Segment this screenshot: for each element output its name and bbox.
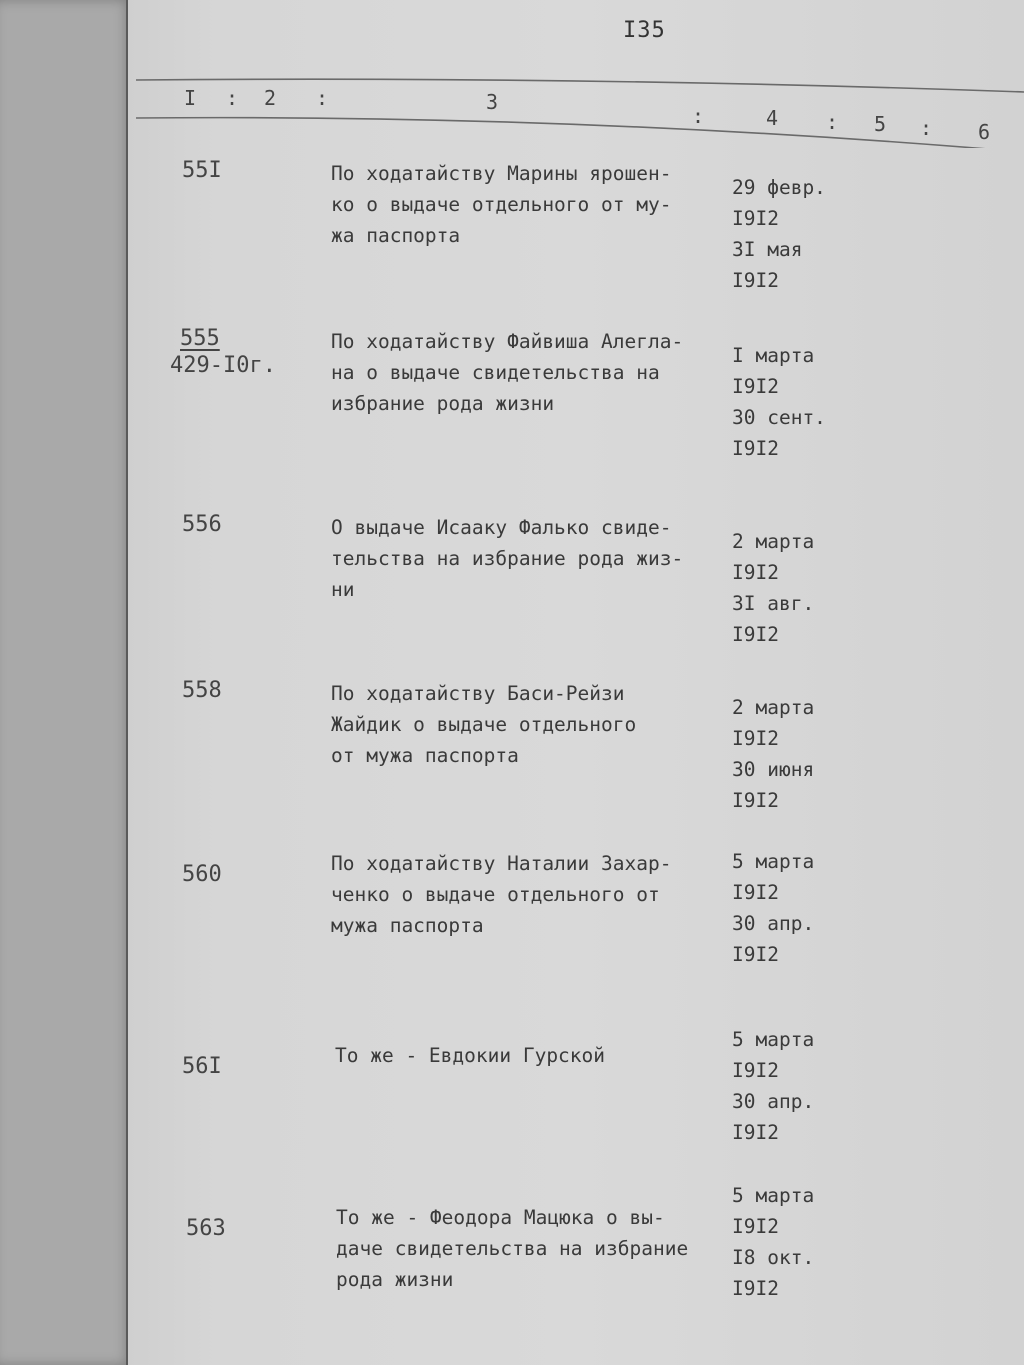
entry-description: По ходатайству Марины ярошен- ко о выдаче отдельного от му- жа паспорта bbox=[331, 162, 672, 247]
header-sep-4: : bbox=[826, 110, 839, 134]
entry-number: 558 bbox=[182, 678, 222, 703]
header-col-5: 5 bbox=[874, 112, 887, 136]
entry-number: 563 bbox=[186, 1216, 226, 1241]
entry-number: 560 bbox=[182, 862, 222, 887]
entry-dates: 5 марта I9I2 30 апр. I9I2 bbox=[732, 1028, 815, 1144]
header-col-4: 4 bbox=[766, 106, 779, 130]
entry-description: По ходатайству Файвиша Алегла- на о выдаче свидетельства на избрание рода жизни bbox=[331, 330, 684, 415]
header-col-1: I bbox=[184, 86, 197, 110]
header-col-6: 6 bbox=[978, 120, 991, 144]
header-sep-5: : bbox=[920, 116, 933, 140]
entry-dates: I марта I9I2 30 сент. I9I2 bbox=[732, 344, 826, 460]
entry-dates: 2 марта I9I2 30 июня I9I2 bbox=[732, 696, 815, 812]
column-header bbox=[136, 78, 1024, 144]
entry-description: По ходатайству Баси-Рейзи Жайдик о выдаче отдельного от мужа паспорта bbox=[331, 682, 637, 767]
binding-edge bbox=[0, 0, 132, 1365]
entry-number: 55I bbox=[182, 158, 222, 183]
entry-number bbox=[170, 326, 276, 378]
entry-dates: 29 февр. I9I2 3I мая I9I2 bbox=[732, 176, 826, 292]
entry-description: По ходатайству Наталии Захар- ченко о выдаче отдельного от мужа паспорта bbox=[331, 852, 672, 937]
entry-dates: 5 марта I9I2 I8 окт. I9I2 bbox=[732, 1184, 815, 1300]
header-sep-2: : bbox=[316, 86, 329, 110]
entry-description: О выдаче Исааку Фалько свиде- тельства на избрание рода жиз- ни bbox=[331, 516, 684, 601]
entry-number-bottom: 429-I0г. bbox=[170, 353, 276, 378]
entry-number: 556 bbox=[182, 512, 222, 537]
entry-dates: 5 марта I9I2 30 апр. I9I2 bbox=[732, 850, 815, 966]
header-col-2: 2 bbox=[264, 86, 277, 110]
entry-number: 56I bbox=[182, 1054, 222, 1079]
page-number: I35 bbox=[623, 18, 666, 43]
entry-description: То же - Феодора Мацюка о вы- даче свидетельства на избрание рода жизни bbox=[336, 1206, 689, 1291]
entry-dates: 2 марта I9I2 3I авг. I9I2 bbox=[732, 530, 815, 646]
entry-number-top: 555 bbox=[180, 326, 220, 351]
header-col-3: 3 bbox=[486, 90, 499, 114]
document-page bbox=[126, 0, 1024, 1365]
header-sep-1: : bbox=[226, 86, 239, 110]
header-sep-3: : bbox=[692, 104, 705, 128]
entry-description: То же - Евдокии Гурской bbox=[335, 1044, 606, 1067]
